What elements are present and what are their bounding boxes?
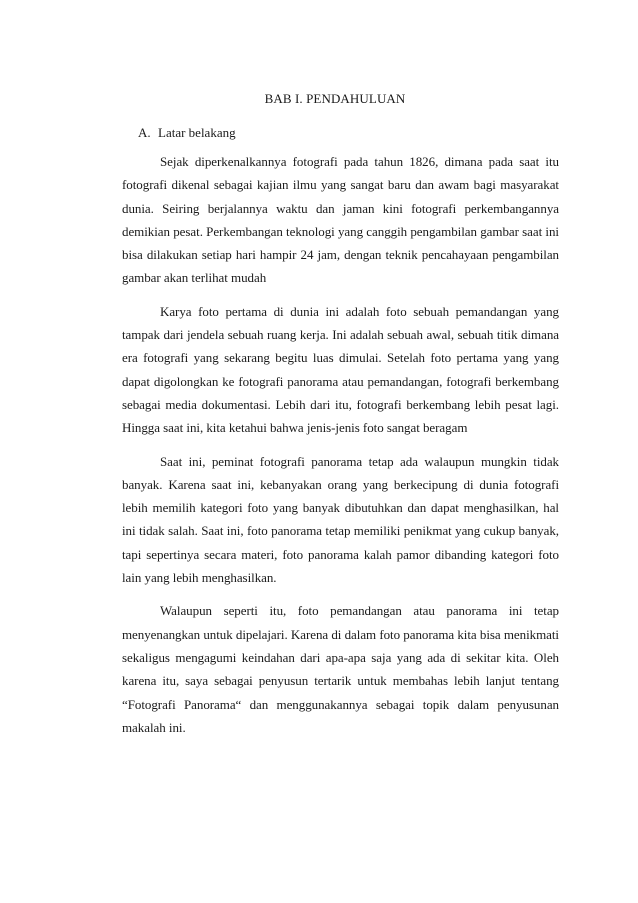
section-number: A. xyxy=(138,125,151,140)
paragraph: Karya foto pertama di dunia ini adalah foto sebuah pemandangan yang tampak dari jendela sebuah ruang kerja. Ini adalah sebuah awal, sebuah titik dimana era fotografi yang sekarang begitu luas dimulai. Setelah foto pertama yang yang dapat digolongkan ke fotografi panorama atau pemandangan, fotografi berkembang sebagai media dokumentasi. Lebih dari itu, fotografi berkembang lebih pesat lagi. Hingga saat ini, kita ketahui bahwa jenis-jenis foto sangat beragam xyxy=(122,303,559,436)
chapter-title: BAB I. PENDAHULUAN xyxy=(264,91,406,106)
body-text xyxy=(122,150,559,749)
paragraph: Walaupun seperti itu, foto pemandangan atau panorama ini tetap menyenangkan untuk dipelajari. Karena di dalam foto panorama kita bisa menikmati sekaligus mengagumi keindahan dari apa-apa saja yang ada di sekitar kita. Oleh karena itu, saya sebagai penyusun tertarik untuk membahas lebih lanjut tentang “Fotografi Panorama“ dan menggunakannya sebagai topik dalam penyusunan makalah ini. xyxy=(122,603,559,735)
section-title: Latar belakang xyxy=(158,125,236,140)
section-heading xyxy=(138,125,236,141)
paragraph: Sejak diperkenalkannya fotografi pada tahun 1826, dimana pada saat itu fotografi dikenal sebagai kajian ilmu yang sangat baru dan awam bagi masyarakat dunia. Seiring berjalannya waktu dan jaman kini fotografi perkembangannya demikian pesat. Perkembangan teknologi yang canggih pengambilan gambar saat ini bisa dilakukan setiap hari hampir 24 jam, dengan teknik pencahayaan pengambilan gambar akan terlihat mudah xyxy=(122,154,559,286)
paragraph: Saat ini, peminat fotografi panorama tetap ada walaupun mungkin tidak banyak. Karena saat ini, kebanyakan orang yang berkecipung di dunia fotografi lebih memilih kategori foto yang banyak dibutuhkan dan dapat menghasilkan, hal ini tidak salah. Saat ini, foto panorama tetap memiliki penikmat yang cukup banyak, tapi sepertinya secara materi, foto panorama kalah pamor dibanding kategori foto lain yang lebih menghasilkan. xyxy=(122,453,559,586)
